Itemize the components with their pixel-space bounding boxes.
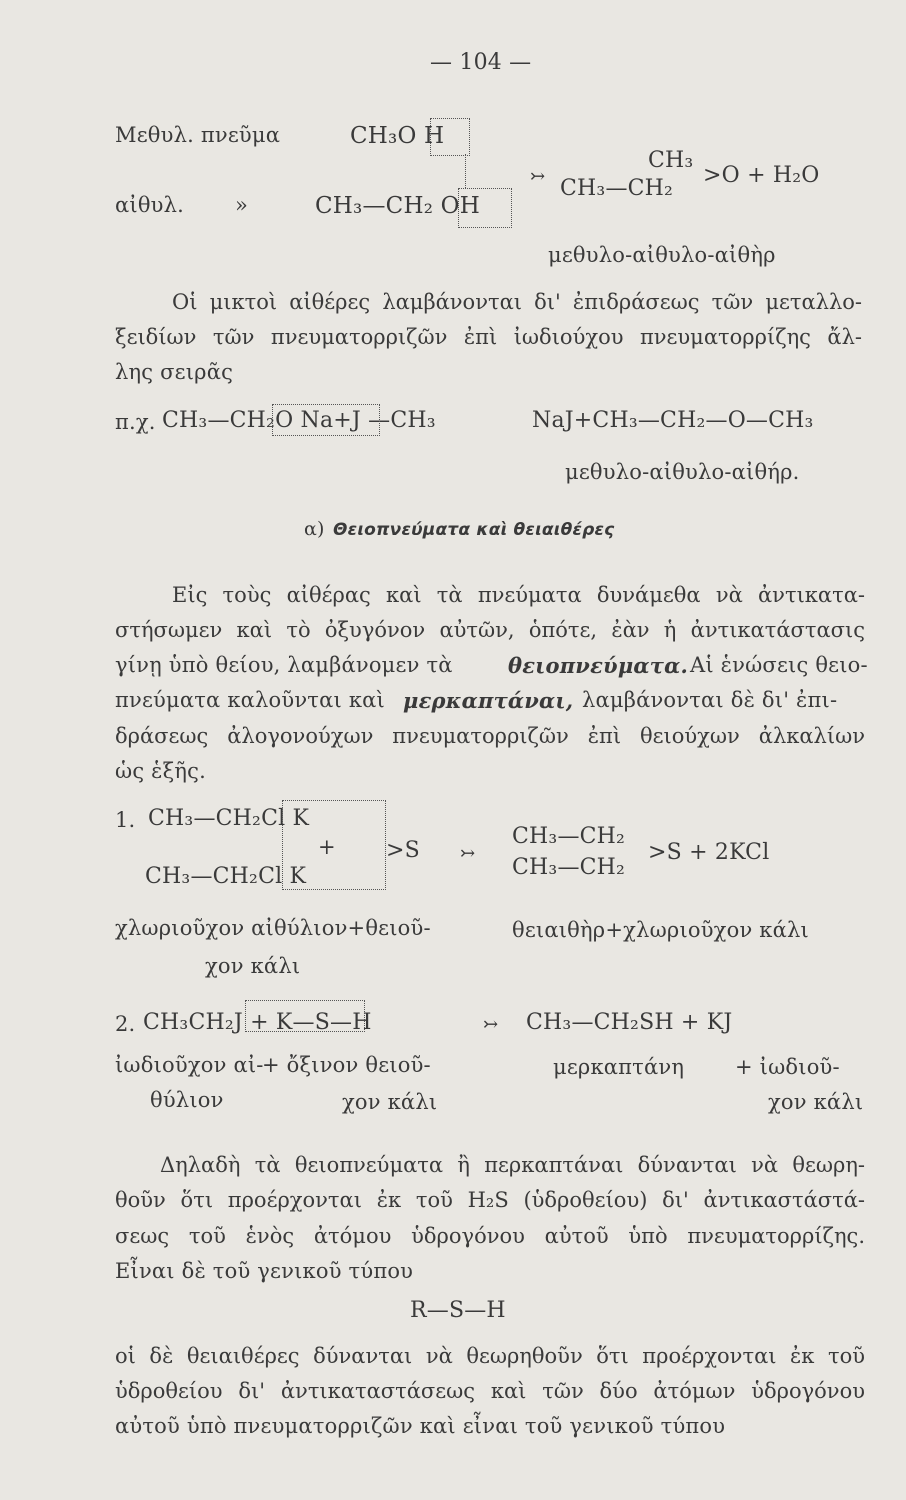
eq2-label-2b: χον κάλι xyxy=(342,1090,438,1114)
eq2-box xyxy=(245,1000,365,1032)
reaction1-connector xyxy=(465,154,466,188)
para1-line1: Οἱ μικτοὶ αἰθέρες λαμβάνονται δι' ἐπιδράσεως τῶν μεταλλο- xyxy=(172,290,862,314)
reaction1-product-name: μεθυλο-αἰθυλο-αἰθὴρ xyxy=(548,243,776,267)
para2-line5: δράσεως ἀλογονούχων πνευματορριζῶν ἐπὶ θειούχων ἀλκαλίων xyxy=(115,724,865,748)
para4-line1: οἱ δὲ θειαιθέρες δύνανται νὰ θεωρηθοῦν ὅτι προέρχονται ἐκ τοῦ xyxy=(115,1344,865,1368)
para2-line6: ὡς ἑξῆς. xyxy=(115,759,207,783)
para3-line2: θοῦν ὅτι προέρχονται ἐκ τοῦ H₂S (ὑδροθείου) δι' ἀντικαστάστά- xyxy=(115,1188,865,1212)
reaction1-product-bottom: CH₃—CH₂ xyxy=(560,176,674,201)
reaction1-row2-ditto: » xyxy=(235,193,249,217)
eq2-left: CH₃CH₂J + K—S—H xyxy=(143,1010,372,1035)
para1-line3: λης σειρᾶς xyxy=(115,360,234,384)
eq2-number: 2. xyxy=(115,1012,136,1036)
eq1-arrow: ↣ xyxy=(460,843,476,864)
reaction1-row1-formula: CH₃O H xyxy=(350,123,445,149)
reaction1-product-top: CH₃ xyxy=(648,148,694,173)
eq2-right: CH₃—CH₂SH + KJ xyxy=(526,1010,733,1035)
section-label: α) xyxy=(304,518,325,540)
reaction1-oh-box xyxy=(458,188,512,228)
para2-line4-b: μερκαπτάναι, xyxy=(403,688,574,713)
eq1-plus: + xyxy=(318,835,336,859)
eq1-top: CH₃—CH₂Cl K xyxy=(148,806,310,831)
para2-line1: Εἰς τοὺς αἰθέρας καὶ τὰ πνεύματα δυνάμεθα νὰ ἀντικατα- xyxy=(172,583,865,607)
reaction1-row1-label: Μεθυλ. πνεῦμα xyxy=(115,123,281,147)
para2-line2: στήσωμεν καὶ τὸ ὀξυγόνον αὐτῶν, ὁπότε, ἐὰν ἡ ἀντικατάστασις xyxy=(115,618,865,642)
reaction1-arrow: ↣ xyxy=(530,166,546,187)
eq2-label-1d: + ἰωδιοῦ- xyxy=(735,1055,840,1079)
para2-line4-a: πνεύματα καλοῦνται καὶ xyxy=(115,688,385,712)
eq1-label-right: θειαιθὴρ+χλωριοῦχον κάλι xyxy=(512,918,809,942)
eq1-prod-bottom: CH₃—CH₂ xyxy=(512,855,626,880)
reaction1-product-tail: >O + H₂O xyxy=(703,163,820,188)
eq1-label-left1: χλωριοῦχον αἰθύλιον+θειοῦ- xyxy=(115,916,431,940)
eq2-label-2a: θύλιον xyxy=(150,1088,224,1112)
example-na-box xyxy=(272,404,380,436)
reaction1-row2-formula: CH₃—CH₂ OH xyxy=(315,193,480,219)
eq2-label-1b: + ὄξινον θειοῦ- xyxy=(262,1053,431,1077)
para2-line3-a: γίνῃ ὑπὸ θείου, λαμβάνομεν τὰ xyxy=(115,653,453,677)
eq2-label-1c: μερκαπτάνη xyxy=(553,1055,685,1079)
para2-line4-c: λαμβάνονται δὲ δι' ἐπι- xyxy=(582,688,838,712)
eq2-arrow: ↣ xyxy=(483,1014,499,1035)
para2-line3-c: Αἱ ἑνώσεις θειο- xyxy=(690,653,868,677)
eq1-prod-tail: >S + 2KCl xyxy=(648,840,770,865)
reaction1-row2-label: αἰθυλ. xyxy=(115,193,185,217)
eq1-bottom: CH₃—CH₂Cl K xyxy=(145,864,307,889)
para2-line3-b: θειοπνεύματα. xyxy=(508,653,688,678)
para4-line3: αὐτοῦ ὑπὸ πνευματορριζῶν καὶ εἶναι τοῦ γενικοῦ τύπου xyxy=(115,1414,726,1438)
eq2-label-1a: ἰωδιοῦχον αἰ- xyxy=(115,1053,264,1077)
eq2-label-2c: χον κάλι xyxy=(768,1090,864,1114)
eq1-number: 1. xyxy=(115,808,136,832)
eq1-label-left2: χον κάλι xyxy=(205,954,301,978)
example-right: NaJ+CH₃—CH₂—O—CH₃ xyxy=(532,408,814,433)
section-title: Θειοπνεύματα καὶ θειαιθέρες xyxy=(333,520,615,540)
para1-line2: ξειδίων τῶν πνευματορριζῶν ἐπὶ ἰωδιούχου πνευματορρίζης ἄλ- xyxy=(115,325,862,349)
para4-line2: ὑδροθείου δι' ἀντικαταστάσεως καὶ τῶν δύο ἀτόμων ὑδρογόνου xyxy=(115,1379,865,1403)
example-left: CH₃—CH₂O Na+J —CH₃ xyxy=(162,408,436,433)
example-prefix: π.χ. xyxy=(115,410,156,434)
para3-line3: σεως τοῦ ἑνὸς ἀτόμου ὑδρογόνου αὐτοῦ ὑπὸ πνευματορρίζης. xyxy=(115,1224,865,1248)
para3-line4: Εἶναι δὲ τοῦ γενικοῦ τύπου xyxy=(115,1259,414,1283)
eq1-prod-top: CH₃—CH₂ xyxy=(512,824,626,849)
page-number: — 104 — xyxy=(430,50,532,75)
reaction1-h-box xyxy=(430,118,470,156)
para3-line1: Δηλαδὴ τὰ θειοπνεύματα ἢ περκαπτάναι δύνανται νὰ θεωρη- xyxy=(160,1153,865,1177)
example-name: μεθυλο-αἰθυλο-αἰθήρ. xyxy=(565,460,800,484)
para3-formula: R—S—H xyxy=(410,1298,506,1323)
eq1-s: >S xyxy=(386,838,420,863)
